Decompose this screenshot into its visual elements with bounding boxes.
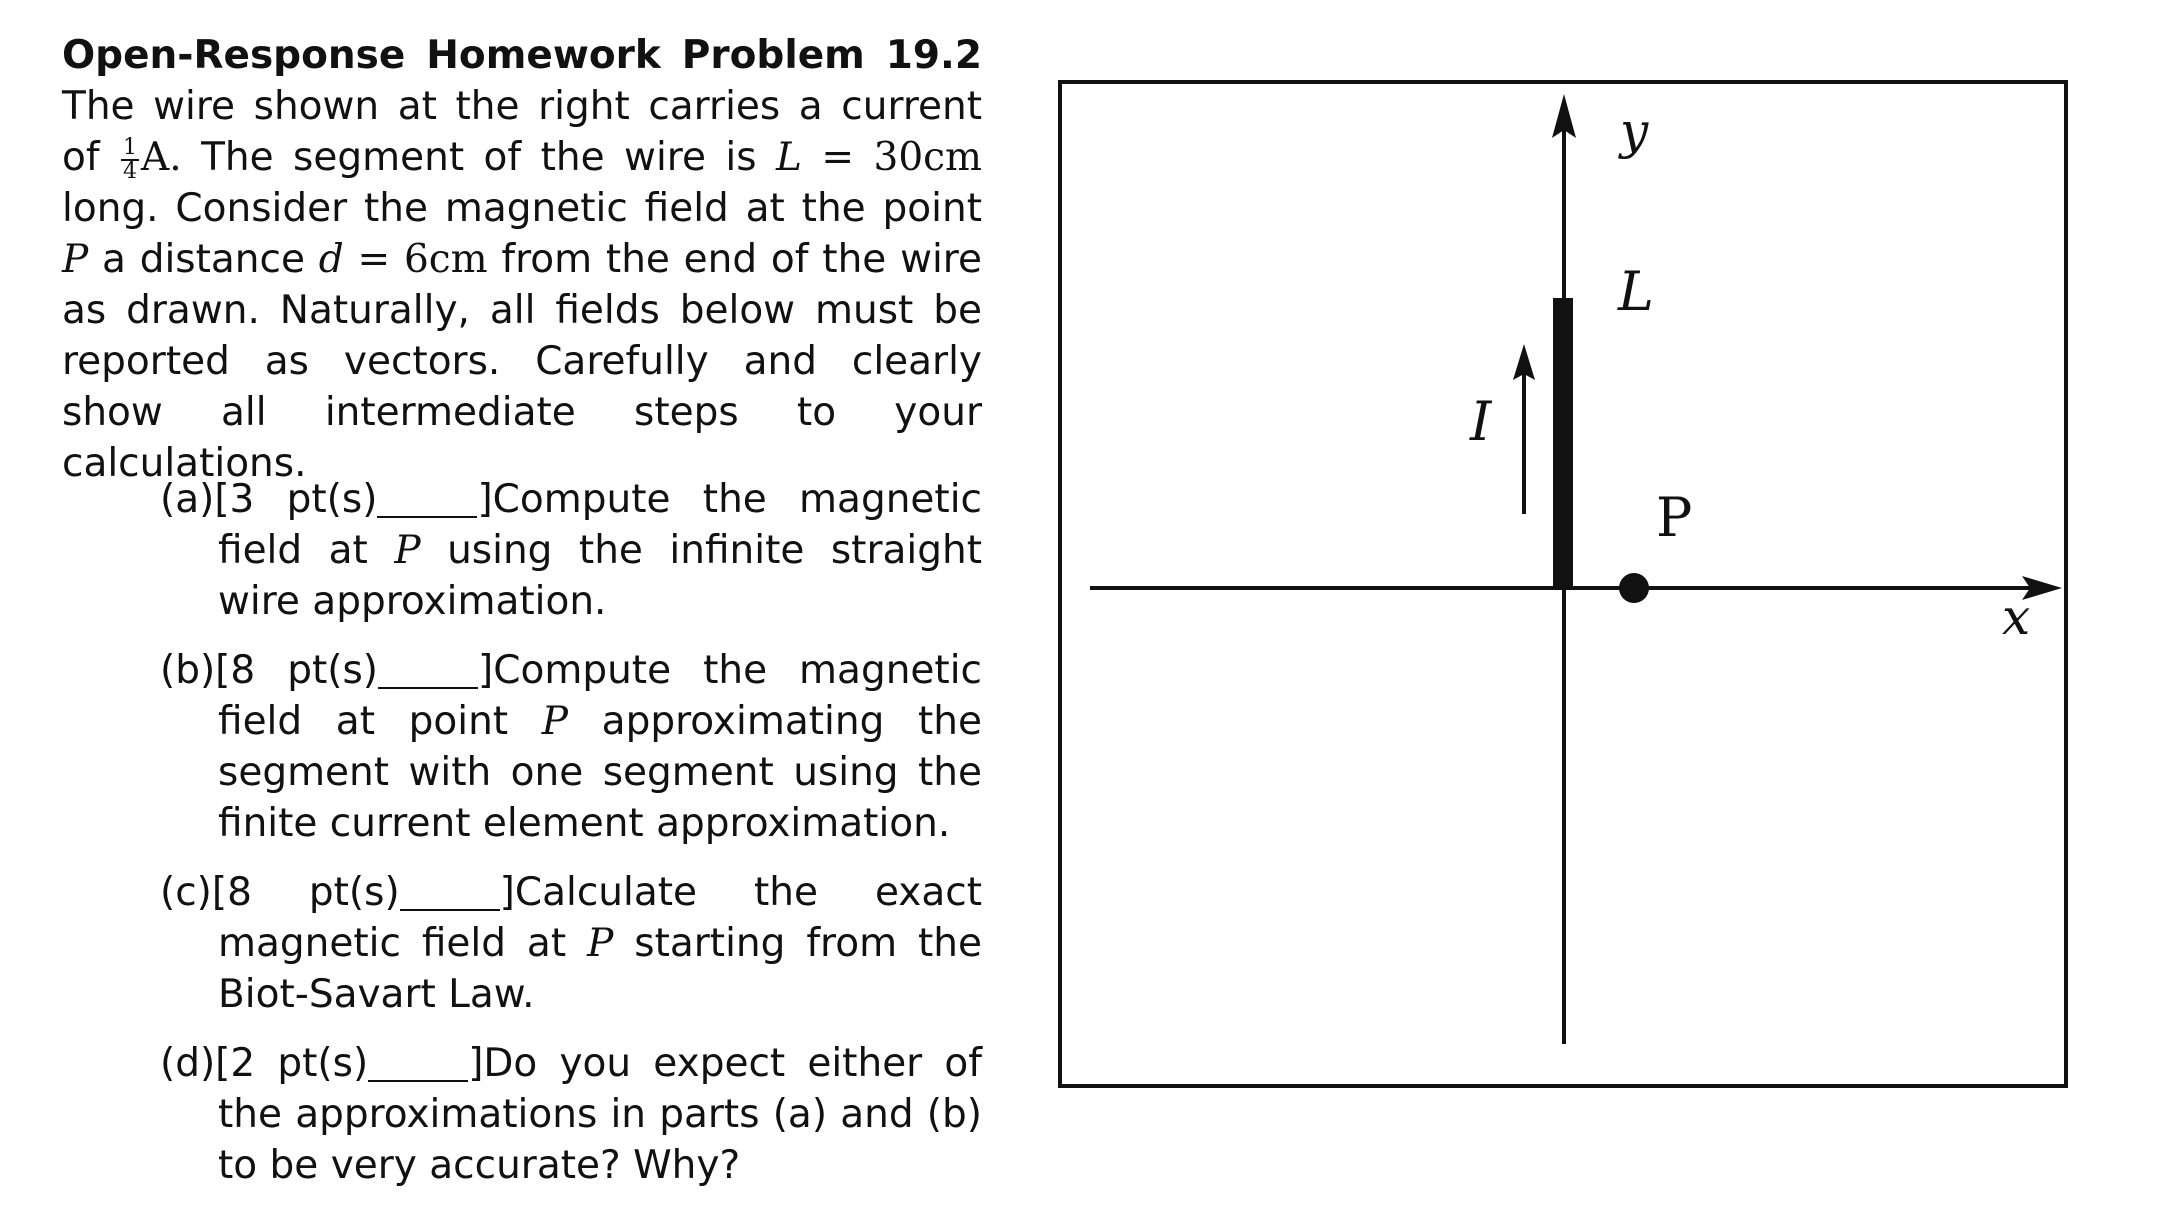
part-d-score-blank[interactable] [368, 1044, 468, 1082]
part-d-text-1: Do you expect either of the approximations in parts (a) and (b) to be very accurate? Why? [218, 1041, 982, 1188]
wire-diagram-svg [1062, 84, 2064, 1084]
intro-text-3: long. Consider the magnetic field at the point [62, 186, 982, 231]
part-c-score-blank[interactable] [400, 873, 500, 911]
part-a-text-1: Compute the magnetic field at [218, 477, 982, 573]
problem-statement [62, 30, 982, 489]
intro-text-5: from the end of the wire as drawn. Naturally, all fields below must be reported as vectors. Carefully and clearly show all intermediate steps to your calculations. [62, 237, 982, 486]
current-fraction [121, 134, 139, 184]
part-a-label: (a)[3 pt(s) [160, 477, 378, 522]
part-d-bracket: ] [468, 1041, 484, 1086]
part-c-bracket: ] [499, 870, 515, 915]
current-numerator: 1 [123, 134, 138, 160]
part-b-bracket: ] [478, 648, 494, 693]
part-b-variable: P [541, 699, 569, 744]
current-unit: A. [141, 135, 182, 180]
wire-segment [1553, 298, 1573, 588]
intro-text-1: The wire shown at the right carries a current of [62, 84, 982, 180]
part-a-text-2: using the infinite straight wire approximation. [218, 528, 982, 624]
part-b-text-2: approximating the segment with one segment using the finite current element approximation. [218, 699, 982, 846]
y-axis-label: y [1620, 102, 1649, 160]
part-c-label: (c)[8 pt(s) [160, 870, 400, 915]
distance-value: = 6cm [357, 237, 488, 282]
point-p-dot [1619, 573, 1649, 603]
wire-diagram [1058, 80, 2068, 1088]
intro-text-4: a distance [102, 237, 305, 282]
intro-text-2: The segment of the wire is [201, 135, 757, 180]
problem-title: Open-Response Homework Problem 19.2 [62, 33, 982, 78]
part-b [160, 645, 982, 849]
part-a [160, 474, 982, 627]
part-b-score-blank[interactable] [378, 651, 478, 689]
point-variable: P [62, 237, 89, 282]
part-c [160, 867, 982, 1020]
part-b-label: (b)[8 pt(s) [160, 648, 379, 693]
current-denominator: 4 [123, 158, 138, 184]
part-c-text-2: starting from the Biot-Savart Law. [218, 921, 983, 1017]
problem-parts [160, 474, 982, 1209]
x-axis-label: x [2002, 588, 2031, 646]
part-d [160, 1038, 982, 1191]
point-p-label: P [1656, 486, 1693, 549]
length-variable: L [776, 135, 802, 180]
distance-variable: d [318, 237, 344, 282]
current-label: I [1470, 390, 1492, 453]
part-a-bracket: ] [477, 477, 493, 522]
part-a-score-blank[interactable] [377, 480, 477, 518]
part-c-text-1: Calculate the exact magnetic field at [218, 870, 982, 966]
length-value: = 30cm [821, 135, 982, 180]
segment-length-label: L [1618, 260, 1654, 323]
part-b-text-1: Compute the magnetic field at point [218, 648, 982, 744]
part-a-variable: P [394, 528, 421, 573]
part-d-label: (d)[2 pt(s) [160, 1041, 369, 1086]
part-c-variable: P [587, 921, 614, 966]
